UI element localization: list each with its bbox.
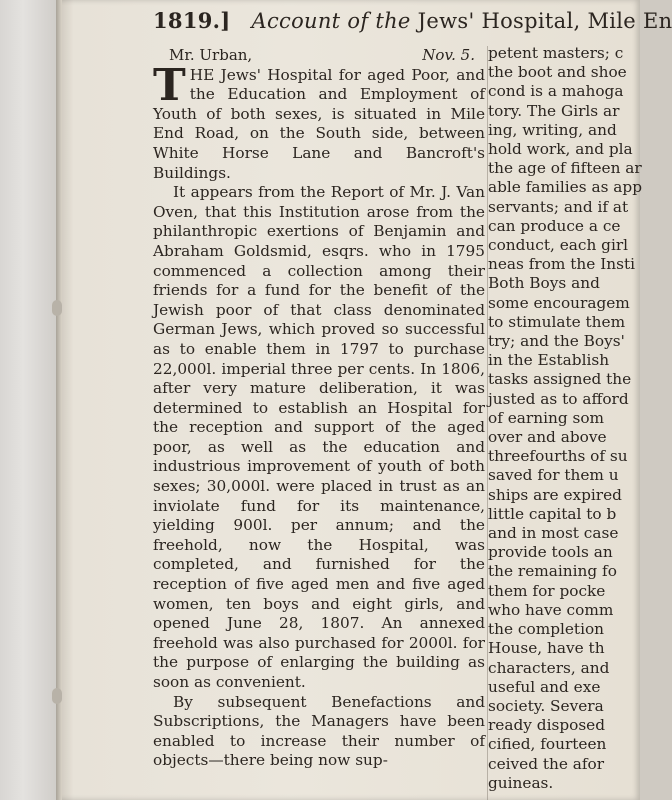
- right-column-line: justed as to afford: [488, 389, 629, 408]
- right-column-line: petent masters; c: [488, 44, 624, 62]
- right-column-line: characters, and: [488, 658, 610, 677]
- background-left: [0, 0, 58, 800]
- right-column-line: servants; and if at: [488, 197, 629, 216]
- right-column-line: who have comm: [488, 600, 614, 619]
- paragraph-benefactions: By subsequent Benefactions and Subscriptions, the Managers have been enabled to increase their number of objects—there being now sup-: [153, 692, 485, 770]
- right-column-line: neas from the Insti: [488, 255, 635, 274]
- right-column-line: over and above: [488, 428, 607, 447]
- left-column: [153, 46, 485, 771]
- right-column-line: ceived the afor: [488, 754, 605, 773]
- right-column-line: useful and exe: [488, 677, 601, 696]
- right-column-line: the boot and shoe: [488, 63, 627, 82]
- right-column-line: try; and the Boys': [488, 332, 625, 351]
- right-column-line: to stimulate them: [488, 312, 626, 331]
- paragraph-intro-text: HE Jews' Hospital for aged Poor, and the Education and Employment of Youth of both sexes, is situated in Mile End Road, on the South side, between White Horse Lane and Bancroft's Buildings.: [153, 65, 485, 182]
- right-column-line: cond is a mahoga: [488, 82, 624, 101]
- right-column-line: the completion: [488, 620, 605, 639]
- right-column-line: can produce a ce: [488, 216, 621, 235]
- right-column-line: ships are expired: [488, 485, 622, 504]
- paragraph-history: It appears from the Report of Mr. J. Van Oven, that this Institution arose from the philanthropic exertions of Benjamin and Abraham Goldsmid, esqrs. who in 1795 commenced a collection among their friends for a fund for the benefit of the Jewish poor of that class denominated German Jews, which proved so successful as to enable them in 1797 to purchase 22,000l. imperial three per cents. In 1806, after very mature deliberation, it was determined to establish an Hospital for the reception and support of the aged poor, as well as the education and industrious improvement of youth of both sexes; 30,000l. were placed in trust as an inviolate fund for its maintenance, yielding 900l. per annum; and the freehold, now the Hospital, was completed, and furnished for the reception of five aged men and five aged women, ten boys and eight girls, and opened June 28, 1807. An annexed freehold was also purchased for 2000l. for the purpose of enlarging the building as soon as convenient.: [153, 183, 485, 691]
- binding-hole: [52, 300, 62, 316]
- right-column-line: some encouragem: [488, 293, 630, 312]
- header-title: [251, 9, 672, 33]
- right-column-line: saved for them u: [488, 466, 619, 485]
- right-column-line: ing, writing, and: [488, 120, 617, 139]
- right-column-line: House, have th: [488, 639, 605, 658]
- header-year: 1819.]: [153, 8, 231, 33]
- right-column: [488, 44, 640, 793]
- header-title-main: Jews' Hospital,: [417, 9, 581, 33]
- right-column-line: guineas.: [488, 773, 554, 792]
- right-column-line: cified, fourteen: [488, 735, 607, 754]
- header-title-suffix: Mile En: [587, 9, 672, 33]
- right-column-line: the remaining fo: [488, 562, 617, 581]
- right-column-line: tory. The Girls ar: [488, 101, 620, 120]
- letter-salutation-row: [153, 46, 485, 66]
- right-column-line: of earning som: [488, 408, 605, 427]
- right-column-line: provide tools an: [488, 543, 613, 562]
- right-column-line: them for pocke: [488, 581, 606, 600]
- right-column-line: and in most case: [488, 524, 619, 543]
- right-column-line: hold work, and pla: [488, 140, 633, 159]
- paragraph-intro: [153, 59, 485, 184]
- header-title-prefix: Account of the: [251, 9, 411, 33]
- right-column-line: tasks assigned the: [488, 370, 632, 389]
- right-column-line: little capital to b: [488, 504, 617, 523]
- right-column-line: able families as app: [488, 178, 642, 197]
- right-column-line: ready disposed: [488, 716, 606, 735]
- right-column-line: Both Boys and: [488, 274, 600, 293]
- drop-cap: T: [153, 59, 186, 111]
- binding-hole: [52, 688, 62, 704]
- letter-date: Nov. 5.: [422, 46, 475, 64]
- right-column-line: threefourths of su: [488, 447, 628, 466]
- page-edge: [56, 0, 62, 800]
- right-column-line: the age of fifteen ar: [488, 159, 642, 178]
- right-column-line: society. Severa: [488, 696, 604, 715]
- running-header: [153, 8, 672, 33]
- right-column-line: in the Establish: [488, 351, 610, 370]
- right-column-line: conduct, each girl: [488, 236, 629, 255]
- salutation: Mr. Urban,: [169, 46, 253, 64]
